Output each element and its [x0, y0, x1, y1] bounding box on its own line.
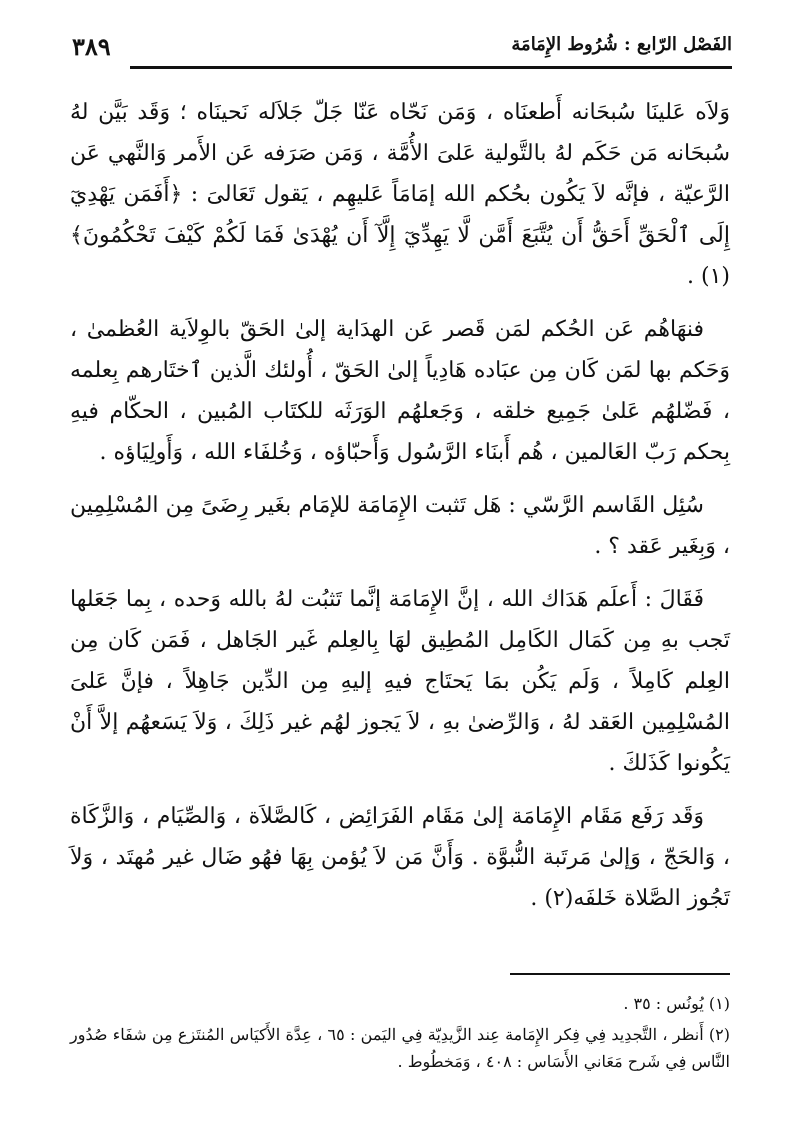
paragraph: فنهَاهُم عَن الحُكم لمَن قَصر عَن الهدَاية إلىٰ الحَقّ بالوِلاَية العُظمىٰ ، وَحَكم بها لمَن كَان مِن عبَاده هَادِياً إلىٰ الحَقّ ، أُولئك الَّذين ٱختَارهم بِعلمه ، فَضّلهُم عَلىٰ جَمِيع خلقه ، وَجَعلهُم الوَرَثَه للكتَاب المُبين ، الحكّام فيهِ بِحكم رَبّ العَالمين ، هُم أَبنَاء الرَّسُول وَأَحبّاؤه ، وَخُلفَاء الله ، وَأَولِيَاؤه . [70, 317, 730, 465]
paragraph: سُئِل القَاسم الرَّسّي : هَل تَثبت الإِمَامَة للإمَام بغَير رِضَىً مِن المُسْلِمِين ، وَبِغَير عَقد ؟ . [70, 493, 730, 559]
page-header [72, 28, 732, 72]
footnotes [70, 990, 730, 1079]
header-rule [130, 66, 732, 69]
paragraph: وَقَد رَفَع مَقَام الإِمَامَة إلىٰ مَقَام الفَرَائِض ، كَالصَّلاَة ، وَالصِّيَام ، وَالزَّكَاة ، وَالحَجّ ، وَإلىٰ مَرتَبة النُّبوَّة . وَأَنَّ مَن لاَ يُؤمن بِهَا فهُو ضَال غير مُهتَد ، وَلاَ تَجُوز الصَّلاة خَلفَه(٢) . [70, 804, 730, 911]
footnote-divider [510, 973, 730, 975]
footnote: (١) يُونُس : ٣٥ . [623, 994, 730, 1013]
paragraph: وَلاَه عَلينَا سُبحَانه أَطعنَاه ، وَمَن نَحّاه عَنّا جَلّ جَلاَله نَحينَاه ؛ وَقَد بَيَّن لهُ سُبحَانه مَن حَكَم لهُ بالتَّولية عَلىَ الأُمَّة ، وَمَن صَرَفه عَن الأَمر وَالنَّهي عَن الرَّعيّة ، فإنَّه لاَ يَكُون بحُكم الله إمَامَاً عَليهِم ، يَقول تَعَالىَ : ﴿أَفَمَن يَهْدِيٓ إِلَى ٱلْحَقِّ أَحَقُّ أَن يُتَّبَعَ أَمَّن لَّا يَهِدِّيٓ إِلَّآ أَن يُهْدَىٰ فَمَا لَكُمْ كَيْفَ تَحْكُمُونَ﴾(١) . [70, 100, 730, 289]
page-number: ٣٨٩ [72, 32, 111, 61]
footnote: (٢) أَنظر ، التَّجدِيد فِي فِكر الإِمَامة عِند الزَّيدِيّة فِي اليَمن : ٦٥ ، عِدَّة الأَكيَاس المُنتَزع مِن شفَاء صُدُور النَّاس فِي شَرح مَعَاني الأَسَاس : ٤٠٨ ، وَمَخطُوط . [70, 1025, 731, 1071]
paragraph: فَقَالَ : أَعلَم هَدَاك الله ، إنَّ الإِمَامَة إنَّما تَثبُت لهُ بالله وَحده ، بِما جَعَلها تَجب بهِ مِن كَمَال الكَامِل المُطِيق لهَا بِالعِلم غَير الجَاهل ، فَمَن كَان مِن العِلم كَامِلاً ، وَلَم يَكُن بمَا يَحتَاج فيهِ إليهِ مِن الدِّين جَاهِلاً ، فإنَّ عَلىَ المُسْلِمِين العَقد لهُ ، وَالرِّضىٰ بهِ ، لاَ يَجوز لهُم غير ذَلِكَ ، وَلاَ يَسَعهُم إلاَّ أَنْ يَكُونوا كَذَلكَ . [70, 587, 730, 776]
chapter-title: الفَصْل الرّابع : شُرُوط الإِمَامَة [511, 34, 732, 55]
main-text [70, 92, 730, 931]
